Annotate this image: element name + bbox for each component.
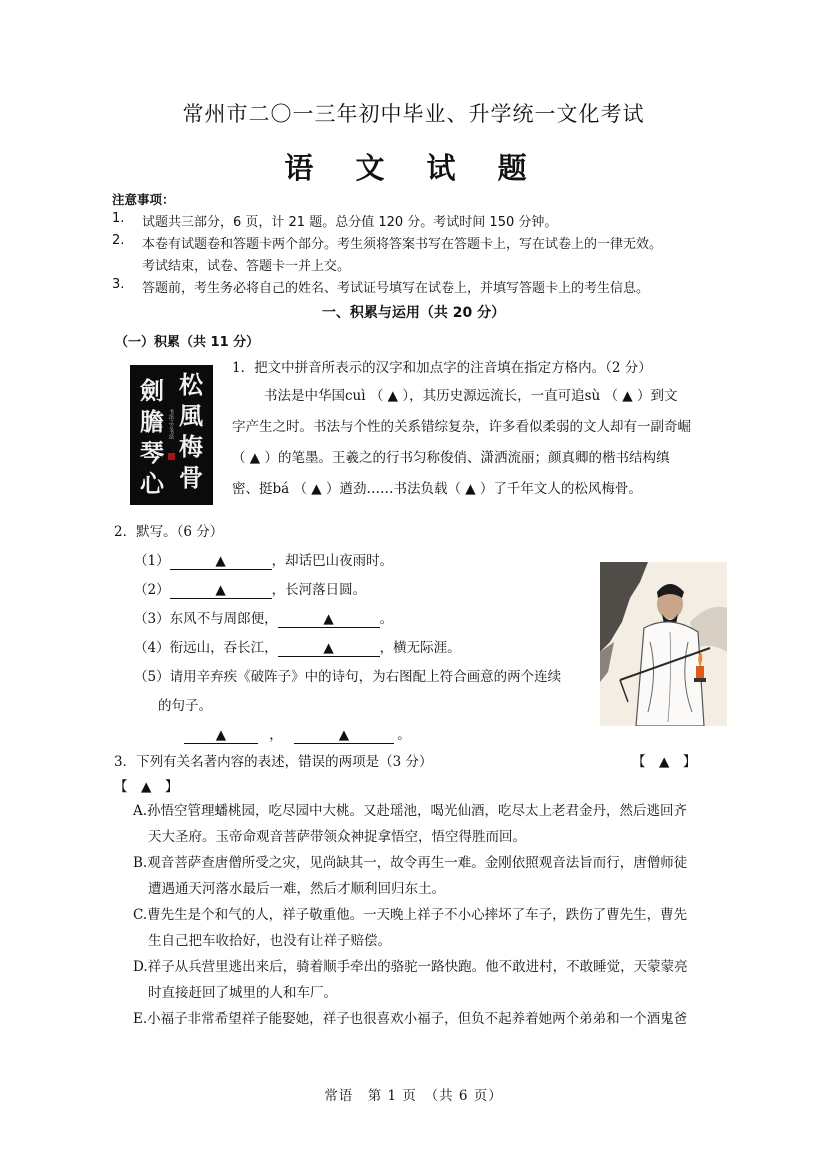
- item-label: （2）: [134, 582, 170, 598]
- q3-option-e: [133, 1006, 687, 1032]
- item-text: 。: [379, 611, 394, 627]
- note-number: 3.: [112, 277, 125, 292]
- calligraphy-character: 琴: [140, 438, 164, 467]
- calligraphy-character: 梅: [179, 432, 203, 461]
- note-number: 1.: [112, 211, 125, 226]
- option-line: A.孙悟空管理蟠桃园，吃尽园中大桃。又赴瑶池，喝光仙酒，吃尽太上老君金丹，然后逃回齐: [133, 803, 688, 819]
- item-text: 请用辛弃疾《破阵子》中的诗句，为右图配上符合画意的两个连续: [169, 669, 562, 685]
- item-label: （1）: [134, 553, 170, 569]
- calligraphy-right-column: [177, 369, 205, 493]
- calligraphy-signature: 书法之言书法: [168, 409, 174, 439]
- option-line: B.观音菩萨查唐僧所受之灾，见尚缺其一，故令再生一难。金刚依照观音法旨而行，唐僧师徒: [133, 855, 688, 871]
- option-line: 生自己把车收拾好，也没有让祥子赔偿。: [148, 933, 391, 949]
- note-number: 2.: [112, 233, 125, 248]
- item-text: ，长河落日圆。: [271, 582, 367, 598]
- calligraphy-character: 骨: [179, 463, 203, 492]
- option-line: 遭遇通天河落水最后一难，然后才顺利回归东土。: [148, 881, 445, 897]
- exam-title: 常州市二〇一三年初中毕业、升学统一文化考试: [182, 102, 645, 126]
- ink-painting-warrior: [600, 562, 727, 726]
- q1-passage-line-2: 字产生之时。书法与个性的关系错综复杂，许多看似柔弱的文人却有一副奇崛: [232, 419, 691, 435]
- q3-option-c: [133, 902, 687, 954]
- separator: ，: [269, 727, 283, 743]
- option-line: E.小福子非常希望祥子能娶她，祥子也很喜欢小福子，但负不起养着她两个弟弟和一个酒鬼爸: [133, 1011, 688, 1027]
- item-text: 东风不与周郎便，: [169, 611, 278, 627]
- end-period: 。: [397, 727, 411, 743]
- calligraphy-character: 膽: [140, 407, 164, 436]
- q2-item-4: [134, 636, 461, 657]
- answer-blank: ▲: [294, 727, 394, 744]
- item-text: ，却话巴山夜雨时。: [271, 553, 394, 569]
- answer-blank: ▲: [170, 582, 272, 599]
- answer-blank: ▲: [184, 727, 258, 744]
- option-line: 时直接赶回了城里的人和车厂。: [148, 985, 337, 1001]
- q2-item-3: [134, 607, 393, 628]
- q2-item-5-continued: 的句子。: [158, 698, 212, 714]
- calligraphy-character: 風: [179, 401, 203, 430]
- q1-passage-line-1: 书法是中华国cuì （ ▲ ），其历史源远流长，一直可追sù （ ▲ ）到文: [264, 388, 678, 404]
- notes-heading: 注意事项：: [112, 192, 175, 207]
- page-footer: 常语 第 1 页 （共 6 页）: [324, 1088, 503, 1104]
- answer-blank: ▲: [170, 553, 272, 570]
- subsection-title: （一）积累（共 11 分）: [115, 335, 260, 350]
- option-line: D.祥子从兵营里逃出来后，骑着顺手牵出的骆驼一路快跑。他不敢进村，不敢睡觉，天蒙蒙亮: [133, 959, 688, 975]
- seal-stamp: [168, 453, 175, 460]
- q1-passage-line-4: 密、挺bá （ ▲ ）遒劲……书法负载（ ▲ ）了千年文人的松风梅骨。: [232, 481, 642, 497]
- note-text: 本卷有试题卷和答题卡两个部分。考生须将答案书写在答题卡上，写在试卷上的一律无效。: [142, 237, 663, 252]
- q3-prompt: 3．下列有关名著内容的表述，错误的两项是（3 分）: [114, 754, 433, 770]
- option-line: C.曹先生是个和气的人，祥子敬重他。一天晚上祥子不小心摔坏了车子，跌伤了曹先生，曹先: [133, 907, 688, 923]
- note-item-2-continued: 考试结束，试卷、答题卡一并上交。: [142, 259, 351, 274]
- q2-prompt: 2．默写。（6 分）: [114, 524, 224, 540]
- q2-item-2: [134, 578, 366, 599]
- calligraphy-image: [130, 365, 213, 505]
- q3-answer-bracket-right: 【 ▲ 】: [632, 754, 697, 770]
- calligraphy-text-right: [177, 369, 205, 493]
- calligraphy-character: 松: [179, 370, 203, 399]
- calligraphy-text-left: [138, 375, 166, 499]
- q3-option-d: [133, 954, 688, 1006]
- q3-answer-bracket-left: 【 ▲ 】: [114, 779, 179, 795]
- item-label: （3）: [134, 611, 170, 627]
- note-text: 试题共三部分，6 页，计 21 题。总分值 120 分。考试时间 150 分钟。: [142, 215, 558, 230]
- calligraphy-left-column: [138, 375, 166, 499]
- q2-item-1: [134, 549, 393, 570]
- item-label: （4）: [134, 640, 170, 656]
- item-label: （5）: [134, 669, 170, 685]
- option-line: 天大圣府。玉帝命观音菩萨带领众神捉拿悟空，悟空得胜而回。: [148, 829, 526, 845]
- note-text: 答题前，考生务必将自己的姓名、考试证号填写在试卷上，并填写答题卡上的考生信息。: [142, 281, 650, 296]
- calligraphy-character: 心: [140, 469, 164, 498]
- answer-blank: ▲: [278, 611, 380, 628]
- answer-blank: ▲: [278, 640, 380, 657]
- section-title: 一、积累与运用（共 20 分）: [321, 305, 506, 321]
- q3-option-a: [133, 798, 687, 850]
- q3-option-b: [133, 850, 687, 902]
- item-text: ，横无际涯。: [379, 640, 461, 656]
- q1-passage-line-3: （ ▲ ）的笔墨。王羲之的行书匀称俊俏、潇洒流丽；颜真卿的楷书结构缜: [232, 450, 670, 466]
- q1-prompt: 1．把文中拼音所表示的汉字和加点字的注音填在指定方格内。（2 分）: [232, 360, 652, 376]
- q2-item-5-answer: [184, 723, 414, 744]
- q2-item-5: [134, 665, 561, 685]
- calligraphy-character: 劍: [140, 376, 164, 405]
- subject-title: 语 文 试 题: [284, 151, 543, 185]
- item-text: 衔远山，吞长江，: [169, 640, 278, 656]
